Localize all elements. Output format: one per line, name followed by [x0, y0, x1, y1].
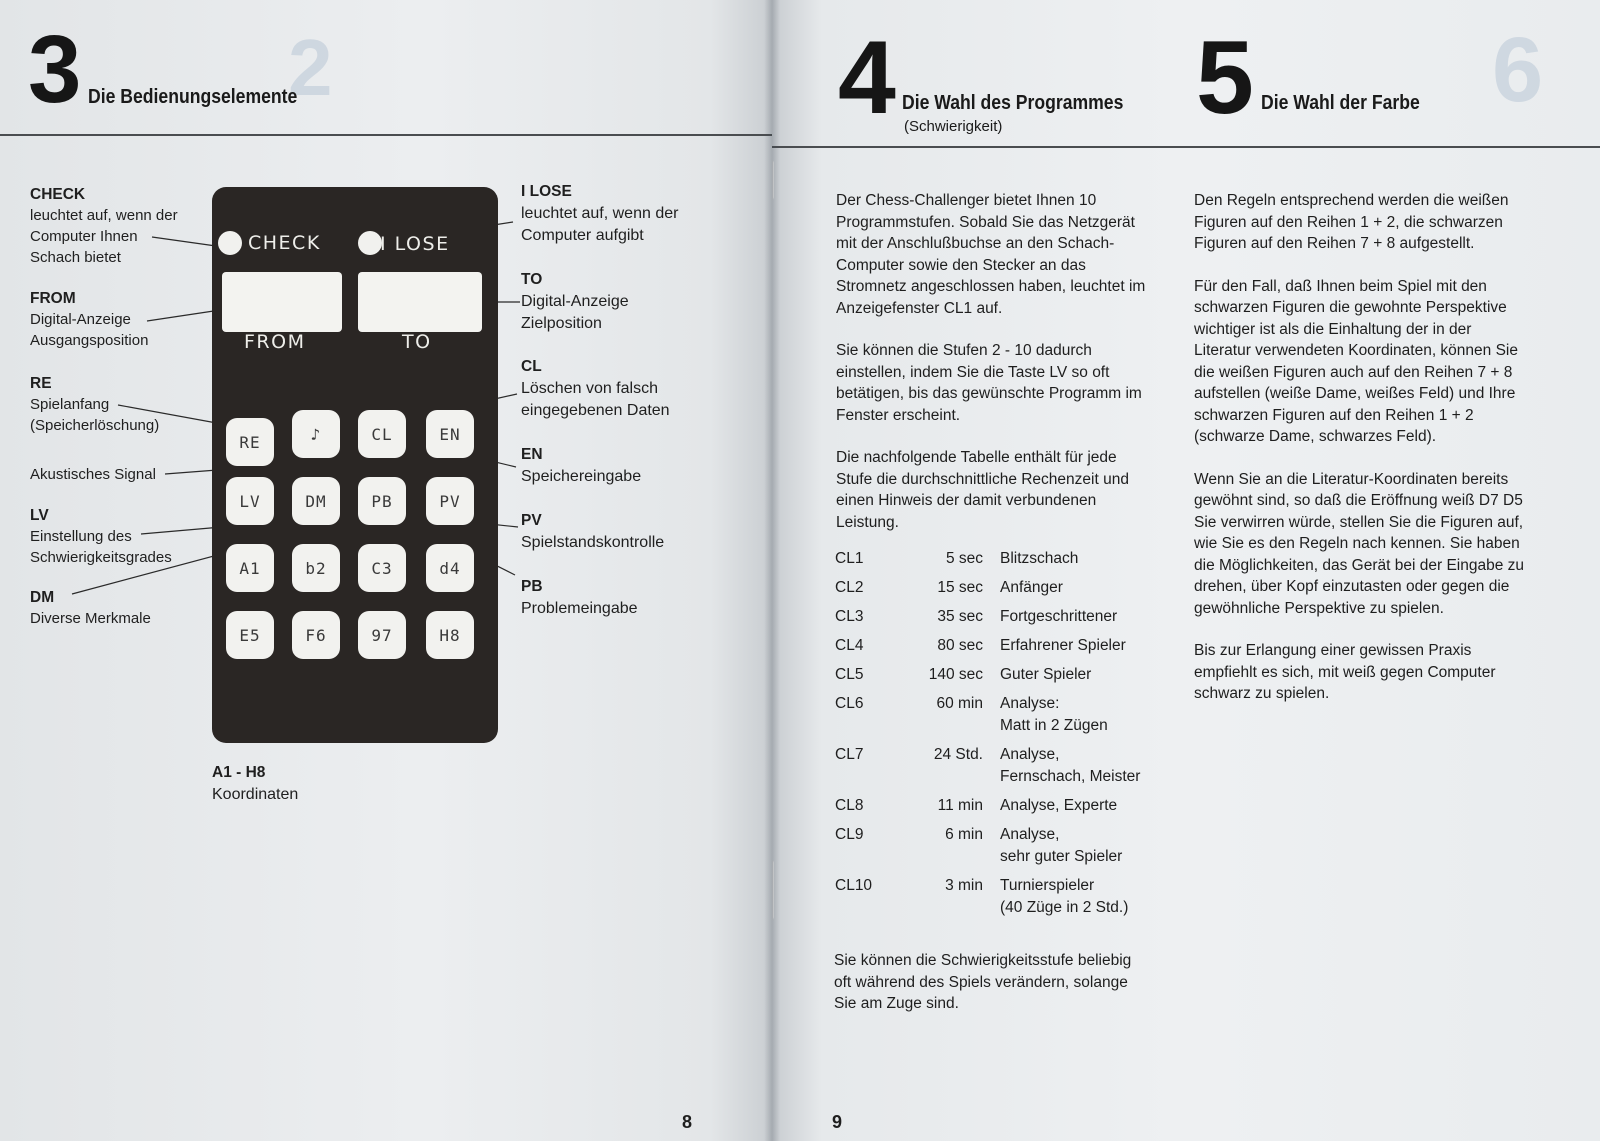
table-level: CL4 — [835, 637, 864, 654]
key-a1[interactable]: A1 — [226, 544, 274, 592]
label-from-title: FROM — [30, 290, 76, 307]
table-time: 3 min — [945, 877, 983, 894]
right-page — [772, 0, 1600, 1141]
label-from-line-2: Ausgangsposition — [30, 332, 149, 349]
device-ilose-label: I LOSE — [380, 233, 450, 255]
chess-computer-device — [212, 187, 498, 743]
section-4-body — [836, 190, 1152, 554]
key-b2[interactable]: b2 — [292, 544, 340, 592]
label-lv-line-1: Einstellung des — [30, 528, 132, 545]
key-f6[interactable]: F6 — [292, 611, 340, 659]
section-3-number: 3 — [28, 16, 80, 123]
key-re[interactable]: RE — [226, 418, 274, 466]
label-to-title: TO — [521, 271, 543, 288]
section-4-title: Die Wahl des Programmes — [902, 92, 1124, 114]
label-pv-title: PV — [521, 512, 542, 529]
table-description — [1000, 606, 1200, 628]
label-ilose-line-1: leuchtet auf, wenn der — [521, 205, 679, 222]
key-c3[interactable]: C3 — [358, 544, 406, 592]
label-to — [521, 269, 629, 335]
key-cl[interactable]: CL — [358, 410, 406, 458]
section-5-body — [1194, 190, 1524, 726]
table-description-line: Analyse, Experte — [1000, 797, 1118, 814]
table-description-line: Fernschach, Meister — [1000, 768, 1141, 785]
section-4-subtitle: (Schwierigkeit) — [904, 118, 1003, 135]
label-coords — [212, 762, 298, 806]
label-lv-line-2: Schwierigkeitsgrades — [30, 549, 172, 566]
key-h8[interactable]: H8 — [426, 611, 474, 659]
table-time: 5 sec — [945, 550, 983, 567]
table-description-line: Blitzschach — [1000, 550, 1079, 567]
label-from — [30, 288, 148, 351]
label-dm-title: DM — [30, 589, 55, 606]
key-en[interactable]: EN — [426, 410, 474, 458]
table-description — [1000, 664, 1200, 686]
label-pb — [521, 576, 638, 620]
label-dm-line-1: Diverse Merkmale — [30, 610, 151, 627]
section-4-paragraph-2: Sie können die Stufen 2 - 10 dadurch einstellen, indem Sie die Taste LV so oft betätigen, bis das gewünschte Programm im Fenster erscheint. — [836, 342, 1142, 424]
key-lv[interactable]: LV — [226, 477, 274, 525]
label-signal-line-1: Akustisches Signal — [30, 466, 156, 483]
table-level: CL3 — [835, 608, 864, 625]
device-check-label: CHECK — [248, 232, 321, 254]
table-description — [1000, 635, 1200, 657]
table-level: CL6 — [835, 695, 864, 712]
section-4-paragraph-3: Die nachfolgende Tabelle enthält für jede Stufe die durchschnittliche Rechenzeit und einen Hinweis der damit verbundenen Leistung. — [836, 449, 1129, 531]
label-to-line-2: Zielposition — [521, 315, 602, 332]
label-en — [521, 444, 641, 488]
label-en-title: EN — [521, 446, 543, 463]
table-level: CL10 — [835, 877, 873, 894]
table-level: CL5 — [835, 666, 864, 683]
label-from-line-1: Digital-Anzeige — [30, 311, 131, 328]
key-g7[interactable]: 97 — [358, 611, 406, 659]
label-ilose-line-2: Computer aufgibt — [521, 227, 644, 244]
label-cl — [521, 356, 670, 422]
table-description-line: Anfänger — [1000, 579, 1063, 596]
check-led — [218, 231, 242, 255]
device-to-label: TO — [402, 331, 432, 353]
table-description-line: Analyse, — [1000, 746, 1060, 763]
table-description — [1000, 693, 1200, 737]
key-dm[interactable]: DM — [292, 477, 340, 525]
table-description — [1000, 875, 1200, 919]
label-cl-line-2: eingegebenen Daten — [521, 402, 670, 419]
table-description-line: (40 Züge in 2 Std.) — [1000, 899, 1129, 916]
section-5-paragraph-1: Den Regeln entsprechend werden die weißen Figuren auf den Reihen 1 + 2, die schwarzen Figuren auf den Reihen 7 + 8 aufgestellt. — [1194, 192, 1509, 252]
table-time: 24 Std. — [933, 746, 983, 763]
table-time: 15 sec — [937, 579, 983, 596]
label-check — [30, 184, 178, 268]
table-description-line: Matt in 2 Zügen — [1000, 717, 1108, 734]
table-description — [1000, 577, 1200, 599]
table-time: 6 min — [945, 826, 983, 843]
label-re-line-2: (Speicherlöschung) — [30, 417, 160, 434]
label-lv — [30, 505, 172, 568]
table-description-line: Guter Spieler — [1000, 666, 1092, 683]
table-level: CL1 — [835, 550, 864, 567]
label-en-line-1: Speichereingabe — [521, 468, 642, 485]
section-5-title: Die Wahl der Farbe — [1261, 92, 1420, 114]
label-coords-line-1: Koordinaten — [212, 786, 299, 803]
section-5-paragraph-4: Bis zur Erlangung einer gewissen Praxis empfiehlt es sich, mit weiß gegen Computer schwarz zu spielen. — [1194, 642, 1496, 702]
table-description — [1000, 824, 1200, 868]
table-time: 60 min — [936, 695, 983, 712]
key-pv[interactable]: PV — [426, 477, 474, 525]
table-level: CL2 — [835, 579, 864, 596]
section-4-paragraph-1: Der Chess-Challenger bietet Ihnen 10 Programmstufen. Sobald Sie das Netzgerät mit der Anschlußbuchse an den Schach-Computer sowie den Stecker an das Stromnetz angeschlossen haben, leuchtet im Anzeigefenster CL1 auf. — [836, 192, 1146, 317]
table-description-line: Analyse: — [1000, 695, 1060, 712]
label-coords-title: A1 - H8 — [212, 764, 266, 781]
table-level: CL7 — [835, 746, 864, 763]
table-description — [1000, 744, 1200, 788]
label-to-line-1: Digital-Anzeige — [521, 293, 629, 310]
table-time: 11 min — [937, 797, 983, 814]
header-rule-right — [772, 146, 1600, 148]
label-check-title: CHECK — [30, 186, 86, 203]
section-4-number: 4 — [838, 20, 894, 136]
ghost-number-6: 6 — [1492, 19, 1544, 121]
table-description-line: Fortgeschrittener — [1000, 608, 1118, 625]
section-5-number: 5 — [1196, 20, 1252, 136]
table-description-line: sehr guter Spieler — [1000, 848, 1123, 865]
ghost-number-2: 2 — [288, 23, 333, 112]
table-time: 35 sec — [937, 608, 983, 625]
table-time: 80 sec — [937, 637, 983, 654]
section-3-title: Die Bedienungselemente — [88, 86, 298, 108]
table-description-line: Analyse, — [1000, 826, 1060, 843]
key-e5[interactable]: E5 — [226, 611, 274, 659]
label-pv — [521, 510, 664, 554]
page-number-left: 8 — [682, 1112, 693, 1132]
table-level: CL8 — [835, 797, 864, 814]
label-ilose-title: I LOSE — [521, 183, 572, 200]
label-re-title: RE — [30, 375, 52, 392]
label-dm — [30, 587, 151, 629]
label-signal — [30, 464, 156, 485]
table-level: CL9 — [835, 826, 864, 843]
label-pb-title: PB — [521, 578, 543, 595]
label-check-line-1: leuchtet auf, wenn der — [30, 207, 178, 224]
label-ilose — [521, 181, 678, 247]
to-display — [358, 272, 482, 332]
device-from-label: FROM — [244, 331, 306, 353]
page-number-right: 9 — [832, 1112, 843, 1132]
label-re-line-1: Spielanfang — [30, 396, 110, 413]
label-re — [30, 373, 159, 436]
table-description-line: Turnierspieler — [1000, 877, 1095, 894]
label-cl-line-1: Löschen von falsch — [521, 380, 658, 397]
label-check-line-3: Schach bietet — [30, 249, 121, 266]
key-pb[interactable]: PB — [358, 477, 406, 525]
table-description — [1000, 548, 1200, 570]
key-d4[interactable]: d4 — [426, 544, 474, 592]
book-gutter — [764, 0, 780, 1141]
label-check-line-2: Computer Ihnen — [30, 228, 138, 245]
table-description-line: Erfahrener Spieler — [1000, 637, 1126, 654]
label-pb-line-1: Problemeingabe — [521, 600, 638, 617]
section-5-paragraph-3: Wenn Sie an die Literatur-Koordinaten bereits gewöhnt sind, so daß die Eröffnung weiß D7 D5 Sie verwirren würde, stellen Sie die Figuren auf, wie Sie es den Regeln nach kennen. Sie haben die Möglichkeiten, das Gerät bei der Eingabe zu drehen, über Kopf einzutasten oder gegen die gewöhnliche Perspektive zu spielen. — [1194, 470, 1525, 617]
from-display — [222, 272, 342, 332]
ilose-led — [358, 231, 382, 255]
label-cl-title: CL — [521, 358, 542, 375]
section-5-paragraph-2: Für den Fall, daß Ihnen beim Spiel mit den schwarzen Figuren die gewohnte Perspektive wichtiger ist als die Einhaltung der in der Literatur verwendeten Koordinaten, können Sie die weißen Figuren auch auf den Reihen 7 + 8 aufstellen (weiße Dame, weißes Feld) und Ihre schwarzen Figuren auf den Reihen 1 + 2 (schwarze Dame, schwarzes Feld). — [1194, 277, 1518, 445]
label-pv-line-1: Spielstandskontrolle — [521, 534, 665, 551]
section-4-closing: Sie können die Schwierigkeitsstufe beliebig oft während des Spiels verändern, solange Sie am Zuge sind. — [834, 952, 1132, 1012]
table-description — [1000, 795, 1200, 817]
table-time: 140 sec — [928, 666, 983, 683]
key-signal[interactable]: ♪ — [292, 410, 340, 458]
label-lv-title: LV — [30, 507, 49, 524]
left-page — [0, 0, 772, 1141]
